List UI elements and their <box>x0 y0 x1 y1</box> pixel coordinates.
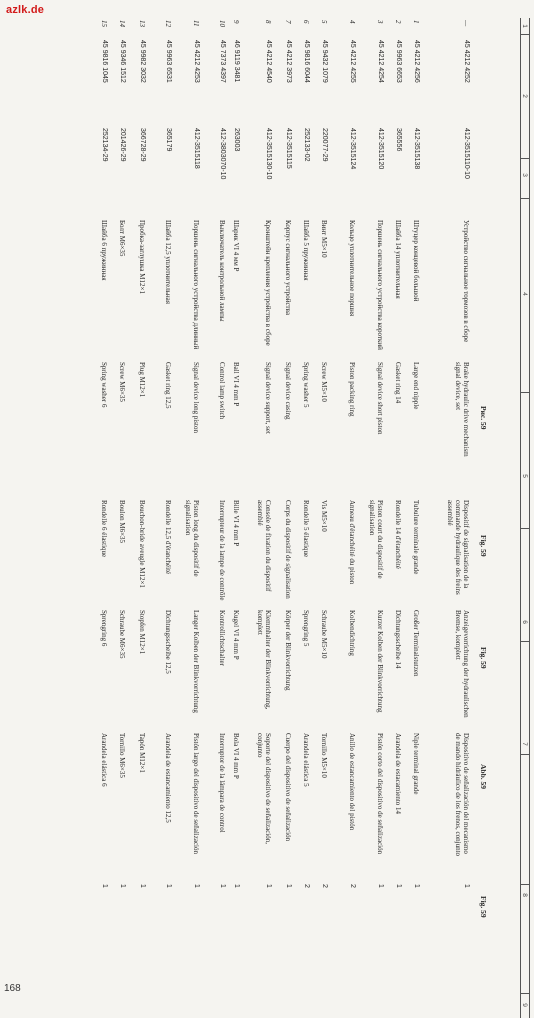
column-separator <box>521 392 530 393</box>
cell-pos: 5 <box>320 20 328 24</box>
cell-en: Gasket ring 14 <box>394 362 402 404</box>
cell-de: Schraube M6×35 <box>118 610 126 659</box>
cell-es: Arandela de estancamiento 12,5 <box>164 733 172 823</box>
cell-pos: 13 <box>138 20 146 27</box>
column-number: 8 <box>521 893 528 897</box>
cell-qty: 1 <box>139 884 146 888</box>
cell-code: 45 4212 3973 <box>285 40 292 83</box>
cell-code: 45 4212 4255 <box>349 40 356 83</box>
cell-ru: Кольцо уплотнительное поршня <box>348 220 356 317</box>
cell-code: 45 9816 6044 <box>303 40 310 83</box>
cell-pos: 3 <box>376 20 384 24</box>
cell-pos: 14 <box>118 20 126 27</box>
cell-code: 45 4212 4254 <box>377 40 384 83</box>
cell-ru: Шайба 6 пружинная <box>100 220 108 281</box>
cell-qty: 2 <box>303 884 310 888</box>
cell-code: 45 9346 1512 <box>119 40 126 83</box>
cell-en: Screw M6×35 <box>118 362 126 402</box>
cell-es: Arandela elástica 5 <box>302 733 310 787</box>
cell-code: 46 9119 3481 <box>233 40 240 83</box>
cell-ru: Поршень сигнального устройства короткий <box>376 220 384 350</box>
cell-de: Kolbendichtring <box>348 610 356 656</box>
column-number: 3 <box>521 173 528 177</box>
cell-qty: 1 <box>101 884 108 888</box>
cell-ru: Шайба 14 уплотнительная <box>394 220 402 299</box>
cell-qty: 1 <box>285 884 292 888</box>
column-separator <box>521 198 530 199</box>
column-separator <box>521 993 530 994</box>
cell-es: Tapón M12×1 <box>138 733 146 773</box>
column-separator <box>521 158 530 159</box>
cell-ru: Кронштейн крепления устройства в сборе <box>264 220 272 346</box>
cell-de: Dichtungsscheibe 14 <box>394 610 402 669</box>
figure-caption-fr: Fig. 59 <box>479 647 488 669</box>
cell-fr: Bouchon-bride aveugle M12×1 <box>138 500 146 588</box>
cell-en: Control lamp switch <box>218 362 226 420</box>
cell-fr: Rondelle 12,5 d'étanchéité <box>164 500 172 575</box>
cell-qty: 1 <box>219 884 226 888</box>
cell-qty: 1 <box>463 884 470 888</box>
cell-fr: Dispositif de signalisation de la commande hydraulique des freins assemblé <box>446 500 470 595</box>
cell-qty: 1 <box>413 884 420 888</box>
cell-qty: 1 <box>193 884 200 888</box>
cell-qty: 1 <box>377 884 384 888</box>
column-number: 7 <box>521 742 528 746</box>
cell-part: 412-3515118 <box>193 128 200 169</box>
cell-pos: 1 <box>412 20 420 24</box>
cell-code: 45 4212 4252 <box>463 40 470 83</box>
cell-pos: 4 <box>348 20 356 24</box>
cell-de: Klemmhalter der Blinkvorrichtung, komplett <box>256 610 272 710</box>
cell-ru: Пробка-заглушка М12×1 <box>138 220 146 294</box>
cell-ru: Устройство сигнальное тормозов в сборе <box>462 220 470 343</box>
column-separator <box>521 528 530 529</box>
column-separator <box>521 34 530 35</box>
cell-ru: Корпус сигнального устройства <box>284 220 292 315</box>
cell-en: Signal device support, set <box>264 362 272 434</box>
cell-es: Tornillo M6×35 <box>118 733 126 778</box>
cell-en: Ball VI 4 mm P <box>232 362 240 407</box>
column-number: 1 <box>521 24 528 28</box>
cell-qty: 1 <box>119 884 126 888</box>
figure-caption-ru: Рис. 59 <box>479 406 488 430</box>
column-separator <box>521 884 530 885</box>
cell-code: 45 9982 3032 <box>139 40 146 83</box>
cell-part: 263003 <box>233 128 240 152</box>
cell-ru: Выключатель контрольной лампы <box>218 220 226 322</box>
page-number: 168 <box>4 983 21 994</box>
cell-es: Pistón corto del dispositivo de señalización <box>376 733 384 855</box>
cell-code: 45 9963 6653 <box>395 40 402 83</box>
cell-pos: 9 <box>232 20 240 24</box>
cell-en: Screw M5×10 <box>320 362 328 402</box>
cell-en: Large end nipple <box>412 362 420 410</box>
cell-es: Soporte del dispositivo de señalización, conjunto <box>256 733 272 845</box>
column-number: 9 <box>521 1003 528 1007</box>
cell-fr: Rondelle 14 d'étanchéité <box>394 500 402 569</box>
cell-es: Dispositivo de señalización del mecanismo de mando hidráulico de los frenos, conjunto <box>454 733 470 857</box>
cell-code: 45 4212 4540 <box>265 40 272 83</box>
cell-ru: Болт М6×35 <box>118 220 126 257</box>
cell-ru: Винт М5×10 <box>320 220 328 258</box>
cell-fr: Rondelle 6 élastique <box>100 500 108 558</box>
cell-pos: 7 <box>284 20 292 24</box>
cell-part: 365556 <box>395 128 402 152</box>
cell-es: Bola VI 4 mm P <box>232 733 240 779</box>
cell-part: 252134-29 <box>101 128 108 162</box>
cell-fr: Anneau d'étanchéité du piston <box>348 500 356 585</box>
cell-part: 412-3515124 <box>349 128 356 170</box>
column-number: 2 <box>521 94 528 98</box>
cell-part: 365179 <box>165 128 172 152</box>
cell-de: Körper der Blinkvorrichtung <box>284 610 292 691</box>
column-number: 4 <box>521 292 528 296</box>
cell-es: Pistón largo del dispositivo de señalización <box>192 733 200 854</box>
cell-ru: Поршень сигнального устройства длинный <box>192 220 200 350</box>
column-separator <box>521 754 530 755</box>
cell-es: Interruptor de la lámpara de control <box>218 733 226 833</box>
cell-part: 412-3515120 <box>377 128 384 170</box>
cell-qty: 2 <box>321 884 328 888</box>
cell-part: 220077-29 <box>321 128 328 162</box>
cell-part: 412-3515110-10 <box>463 128 470 179</box>
cell-qty: 2 <box>349 884 356 888</box>
cell-de: Stopfen M12×1 <box>138 610 146 655</box>
cell-code: 45 9816 1045 <box>101 40 108 83</box>
cell-part: 412-3803070-10 <box>219 128 226 180</box>
cell-pos: 10 <box>218 20 226 27</box>
cell-en: Plug M12×1 <box>138 362 146 398</box>
cell-part: 366728-29 <box>139 128 146 162</box>
cell-de: Langer Kolben der Blinkvorrichtung <box>192 610 200 713</box>
cell-fr: Vis M5×10 <box>320 500 328 532</box>
cell-ru: Шайба 12,5 уплотнительная <box>164 220 172 304</box>
cell-pos: 15 <box>100 20 108 27</box>
cell-pos: 11 <box>192 20 200 27</box>
cell-es: Niple terminal grande <box>412 733 420 795</box>
cell-code: 45 9963 6531 <box>165 40 172 83</box>
cell-fr: Corps du dispositif de signalisation <box>284 500 292 599</box>
cell-part: 412-3515138 <box>413 128 420 170</box>
cell-part: 201426-29 <box>119 128 126 162</box>
cell-en: Signal device casing <box>284 362 292 420</box>
cell-pos: — <box>462 20 470 27</box>
cell-de: Sprengring 6 <box>100 610 108 647</box>
cell-code: 45 7373 4397 <box>219 40 226 83</box>
cell-de: Dichtungsscheibe 12,5 <box>164 610 172 674</box>
cell-pos: 12 <box>164 20 172 27</box>
figure-caption-en: Fig. 59 <box>479 535 488 557</box>
cell-code: 45 9432 1079 <box>321 40 328 83</box>
cell-de: Kurzer Kolben der Blinkvorrichtung <box>376 610 384 713</box>
cell-de: Großer Terminalstutzen <box>412 610 420 677</box>
cell-es: Tornillo M5×10 <box>320 733 328 778</box>
cell-part: 412-3515115 <box>285 128 292 169</box>
cell-fr: Rondelle 5 élastique <box>302 500 310 558</box>
parts-table <box>16 18 530 1018</box>
cell-fr: Bille VI 4 mm P <box>232 500 240 547</box>
cell-fr: Console de fixation du dispositif assemblé <box>256 500 272 592</box>
cell-qty: 1 <box>233 884 240 888</box>
cell-pos: 6 <box>302 20 310 24</box>
cell-en: Gasket ring 12,5 <box>164 362 172 409</box>
cell-de: Kugel VI 4 mm P <box>232 610 240 660</box>
cell-part: 412-3515130-10 <box>265 128 272 180</box>
cell-en: Spring washer 6 <box>100 362 108 408</box>
cell-fr: Interrupteur de la lampe de contrôle <box>218 500 226 601</box>
cell-ru: Штуцер концевой большой <box>412 220 420 302</box>
cell-pos: 8 <box>264 20 272 24</box>
cell-es: Arandela de estacamiento 14 <box>394 733 402 815</box>
cell-fr: Tubulure terminale grande <box>412 500 420 575</box>
cell-en: Spring washer 5 <box>302 362 310 408</box>
cell-code: 45 4212 4256 <box>413 40 420 83</box>
cell-de: Schraube M5×10 <box>320 610 328 659</box>
cell-en: Piston packing ring <box>348 362 356 417</box>
cell-code: 45 4212 4253 <box>193 40 200 83</box>
cell-es: Anillo de estancamiento del pistón <box>348 733 356 831</box>
cell-en: Signal device long piston <box>192 362 200 433</box>
cell-qty: 1 <box>265 884 272 888</box>
cell-es: Arandela elástica 6 <box>100 733 108 787</box>
cell-de: Sprengring 5 <box>302 610 310 647</box>
cell-pos: 2 <box>394 20 402 24</box>
figure-caption-es: Fig. 59 <box>479 896 488 918</box>
cell-es: Cuerpo del dispositivo de señalización <box>284 733 292 842</box>
cell-en: Signal device short piston <box>376 362 384 435</box>
cell-ru: Шайба 5 пружинная <box>302 220 310 281</box>
column-number: 5 <box>521 474 528 478</box>
watermark: azlk.de <box>6 4 45 16</box>
cell-part: 252133-02 <box>303 128 310 162</box>
column-number: 6 <box>521 620 528 624</box>
cell-de: Kontrollichtschalter <box>218 610 226 666</box>
cell-qty: 1 <box>395 884 402 888</box>
cell-de: Anzeigevorrichtung der hydraulischen Bremse, komplett <box>454 610 470 718</box>
cell-ru: Шарик VI 4 мм Р <box>232 220 240 272</box>
cell-fr: Piston court du dispositif de signalisation <box>368 500 384 579</box>
cell-fr: Boulon M6×35 <box>118 500 126 544</box>
figure-caption-de: Abb. 59 <box>479 764 488 790</box>
cell-qty: 1 <box>165 884 172 888</box>
cell-fr: Piston long du dispositif de signalisation <box>184 500 200 577</box>
column-separator <box>521 641 530 642</box>
cell-en: Brake hydraulic drive mechanism signal device, set <box>454 362 470 457</box>
